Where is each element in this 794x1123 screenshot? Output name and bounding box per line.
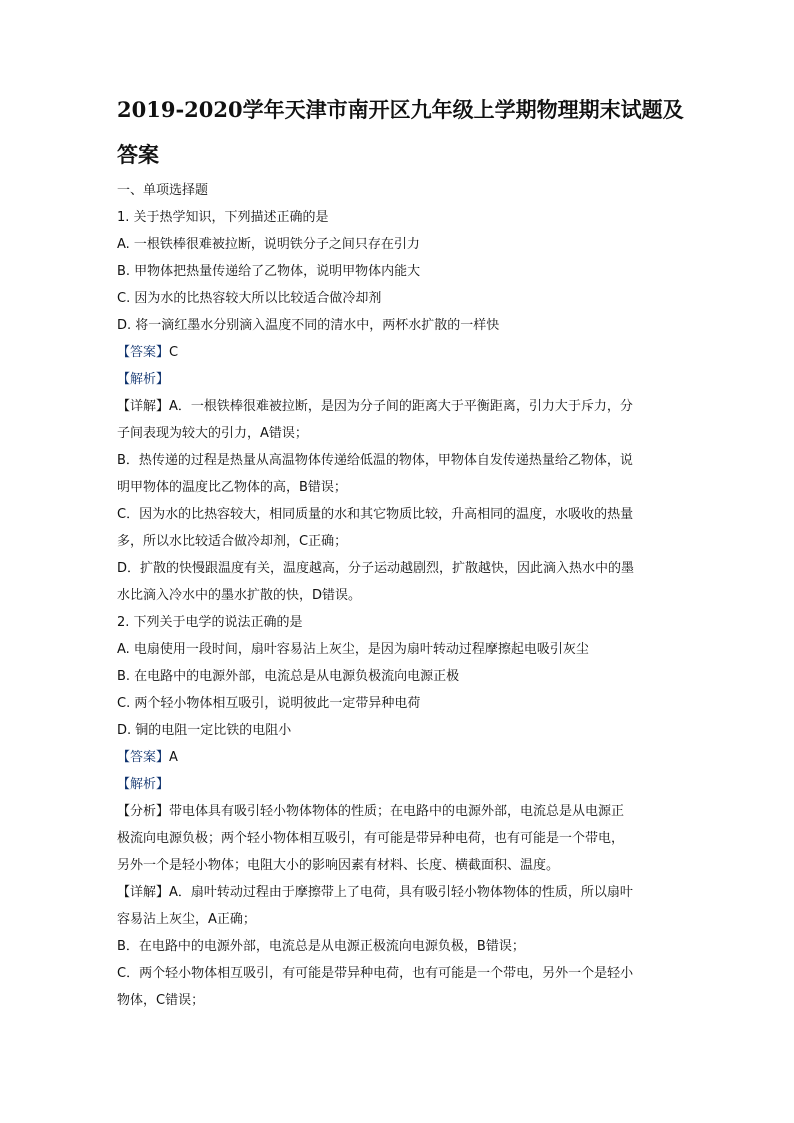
detail-tag: 【详解】 xyxy=(117,399,170,414)
question-2-detail-line: B．在电路中的电源外部，电流总是从电源正极流向电源负极，B错误； xyxy=(117,939,525,954)
question-1-option-b: B. 甲物体把热量传递给了乙物体，说明甲物体内能大 xyxy=(117,264,421,279)
question-1-analysis-tag: 【解析】 xyxy=(117,372,170,387)
fenxi-text: 带电体具有吸引轻小物体物体的性质；在电路中的电源外部，电流总是从电源正 xyxy=(169,804,625,819)
detail-text: A．一根铁棒很难被拉断，是因为分子间的距离大于平衡距离，引力大于斥力，分 xyxy=(169,399,633,414)
question-2-detail-line xyxy=(117,879,682,906)
question-1-detail-line: 多，所以水比较适合做冷却剂，C正确； xyxy=(117,534,348,549)
detail-text: A．扇叶转动过程由于摩擦带上了电荷，具有吸引轻小物体物体的性质，所以扇叶 xyxy=(169,885,633,900)
question-1-option-a: A. 一根铁棒很难被拉断，说明铁分子之间只存在引力 xyxy=(117,237,420,252)
question-2-answer xyxy=(117,744,682,771)
question-1-answer xyxy=(117,339,682,366)
answer-value: C xyxy=(169,345,179,360)
answer-tag: 【答案】 xyxy=(117,345,170,360)
detail-tag: 【详解】 xyxy=(117,885,170,900)
question-1-detail-line: 水比滴入冷水中的墨水扩散的快，D错误。 xyxy=(117,588,362,603)
question-2-option-d: D. 铜的电阻一定比铁的电阻小 xyxy=(117,723,292,738)
question-2-fenxi-line xyxy=(117,798,682,825)
question-1-detail-line: B．热传递的过程是热量从高温物体传递给低温的物体，甲物体自发传递热量给乙物体，说 xyxy=(117,453,633,468)
question-2-detail-line: 物体，C错误； xyxy=(117,993,205,1008)
question-2-option-a: A. 电扇使用一段时间，扇叶容易沾上灰尘，是因为扇叶转动过程摩擦起电吸引灰尘 xyxy=(117,642,589,657)
fenxi-tag: 【分析】 xyxy=(117,804,170,819)
question-2-stem: 2. 下列关于电学的说法正确的是 xyxy=(117,615,303,630)
question-1-stem: 1. 关于热学知识，下列描述正确的是 xyxy=(117,210,329,225)
question-2-analysis-tag: 【解析】 xyxy=(117,777,170,792)
answer-tag: 【答案】 xyxy=(117,750,170,765)
question-1-detail-line: 子间表现为较大的引力，A错误； xyxy=(117,426,308,441)
question-2-option-b: B. 在电路中的电源外部，电流总是从电源负极流向电源正极 xyxy=(117,669,460,684)
question-1-detail-line: C．因为水的比热容较大，相同质量的水和其它物质比较，升高相同的温度，水吸收的热量 xyxy=(117,507,634,522)
question-1-option-d: D. 将一滴红墨水分别滴入温度不同的清水中，两杯水扩散的一样快 xyxy=(117,318,500,333)
question-1-detail-line: D．扩散的快慢跟温度有关，温度越高，分子运动越剧烈，扩散越快，因此滴入热水中的墨 xyxy=(117,561,635,576)
document-title-line2: 答案 xyxy=(117,142,159,167)
question-1-detail-line: 明甲物体的温度比乙物体的高，B错误； xyxy=(117,480,347,495)
question-1-detail-line xyxy=(117,393,682,420)
question-2-option-c: C. 两个轻小物体相互吸引，说明彼此一定带异种电荷 xyxy=(117,696,421,711)
section-heading: 一、单项选择题 xyxy=(117,183,209,198)
document-body xyxy=(117,177,682,1014)
document-title-line1: 2019-2020学年天津市南开区九年级上学期物理期末试题及 xyxy=(117,97,684,122)
question-2-fenxi-line: 极流向电源负极；两个轻小物体相互吸引，有可能是带异种电荷，也有可能是一个带电， xyxy=(117,831,625,846)
question-2-detail-line: C．两个轻小物体相互吸引，有可能是带异种电荷，也有可能是一个带电，另外一个是轻小 xyxy=(117,966,634,981)
question-2-detail-line: 容易沾上灰尘，A正确； xyxy=(117,912,256,927)
question-2-fenxi-line: 另外一个是轻小物体；电阻大小的影响因素有材料、长度、横截面积、温度。 xyxy=(117,858,560,873)
answer-value: A xyxy=(169,750,178,765)
question-1-option-c: C. 因为水的比热容较大所以比较适合做冷却剂 xyxy=(117,291,382,306)
